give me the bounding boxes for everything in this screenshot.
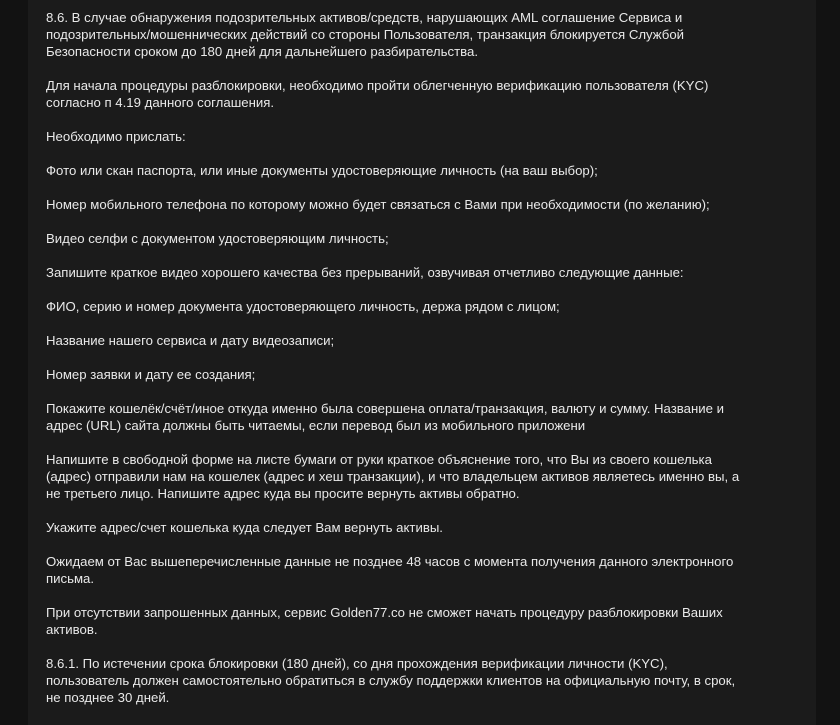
kyc-intro: Для начала процедуры разблокировки, необходимо пройти облегченную верификацию пользователя (KYC) согласно п 4.19 данного соглашения. [46, 78, 709, 110]
clause-8-6-1: 8.6.1. По истечении срока блокировки (180 дней), со дня прохождения верификации личности (KYC), пользователь должен самостоятельно обратиться в службу поддержки клиентов на официальную почту, в срок, не позднее 30 дней. [46, 656, 736, 705]
requirement-selfie-video: Видео селфи с документом удостоверяющим личность; [46, 231, 389, 246]
return-address: Укажите адрес/счет кошелька куда следует Вам вернуть активы. [46, 520, 443, 535]
video-instructions: Запишите краткое видео хорошего качества без прерываний, озвучивая отчетливо следующие данные: [46, 265, 684, 280]
clause-8-6: 8.6. В случае обнаружения подозрительных активов/средств, нарушающих AML соглашение Сервиса и подозрительных/мошеннических действий со стороны Пользователя, транзакция блокируется Службой Безопасности сроком до 180 дней для дальнейшего разбирательства. [46, 10, 685, 59]
video-item-service-date: Название нашего сервиса и дату видеозаписи; [46, 333, 335, 348]
required-heading: Необходимо прислать: [46, 129, 186, 144]
missing-data-notice: При отсутствии запрошенных данных, сервис Golden77.co не сможет начать процедуру разблокировки Ваших активов. [46, 605, 723, 637]
video-item-wallet: Покажите кошелёк/счёт/иное откуда именно была совершена оплата/транзакция, валюту и сумму. Название и адрес (URL) сайта должны быть читаемы, если перевод был из мобильного приложени [46, 401, 724, 433]
right-gutter [816, 0, 840, 725]
document-panel [28, 0, 816, 725]
video-item-identity: ФИО, серию и номер документа удостоверяющего личность, держа рядом с лицом; [46, 299, 560, 314]
video-item-request: Номер заявки и дату ее создания; [46, 367, 256, 382]
handwritten-explanation: Напишите в свободной форме на листе бумаги от руки краткое объяснение того, что Вы из своего кошелька (адрес) отправили нам на кошелек (адрес и хеш транзакции), и что владельцем активов являетесь именно вы, а не третьего лицо. Напишите адрес куда вы просите вернуть активы обратно. [46, 452, 740, 501]
left-gutter [0, 0, 28, 725]
requirement-passport: Фото или скан паспорта, или иные документы удостоверяющие личность (на ваш выбор); [46, 163, 598, 178]
requirement-phone: Номер мобильного телефона по которому можно будет связаться с Вами при необходимости (по желанию); [46, 197, 710, 212]
document-content [46, 9, 746, 723]
deadline-notice: Ожидаем от Вас вышеперечисленные данные не позднее 48 часов с момента получения данного электронного письма. [46, 554, 734, 586]
